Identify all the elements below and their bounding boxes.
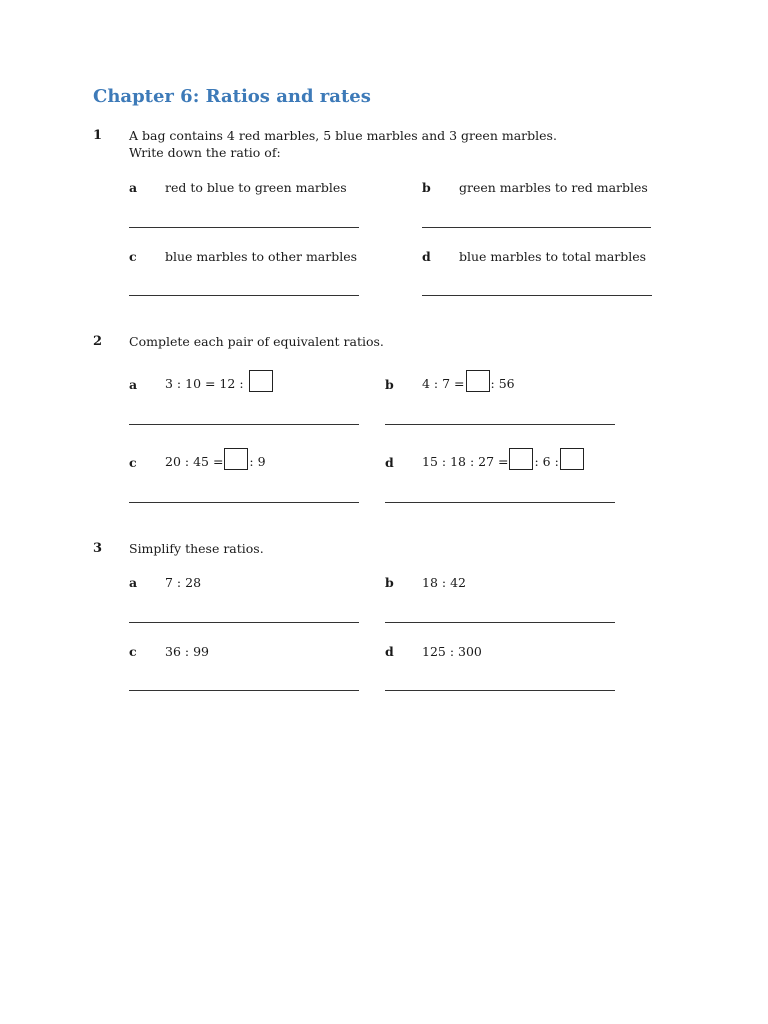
ratio-text: 4 : 7 = — [422, 376, 465, 391]
part-label: d — [385, 455, 394, 470]
ratio-text: 125 : 300 — [422, 644, 482, 659]
answer-line[interactable] — [129, 690, 359, 691]
part-label: a — [129, 377, 138, 392]
answer-line[interactable] — [385, 424, 615, 425]
answer-box[interactable] — [560, 448, 584, 470]
part-label: b — [385, 575, 394, 590]
question-number: 1 — [93, 128, 103, 143]
part-label: c — [129, 455, 137, 470]
ratio-text: 18 : 42 — [422, 575, 466, 590]
answer-line[interactable] — [129, 502, 359, 503]
ratio-text: 7 : 28 — [165, 575, 202, 590]
answer-line[interactable] — [129, 227, 359, 228]
question-text: Simplify these ratios. — [129, 541, 264, 556]
answer-line[interactable] — [422, 295, 652, 296]
ratio-text: : 6 : — [534, 454, 559, 469]
answer-line[interactable] — [385, 690, 615, 691]
part-label: b — [385, 377, 394, 392]
ratio-text: : 56 — [490, 376, 515, 391]
answer-line[interactable] — [129, 295, 359, 296]
ratio-text: 36 : 99 — [165, 644, 209, 659]
part-label: a — [129, 180, 138, 195]
ratio-expression — [165, 370, 274, 392]
ratio-text: : 9 — [249, 454, 266, 469]
ratio-expression — [422, 448, 585, 470]
part-label: d — [422, 249, 431, 264]
ratio-text: 3 : 10 = 12 : — [165, 376, 244, 391]
question-number: 2 — [93, 334, 103, 349]
question-text: Complete each pair of equivalent ratios. — [129, 334, 384, 349]
answer-line[interactable] — [129, 622, 359, 623]
answer-box[interactable] — [249, 370, 273, 392]
ratio-text: 20 : 45 = — [165, 454, 224, 469]
part-text: red to blue to green marbles — [165, 180, 347, 195]
ratio-text: 15 : 18 : 27 = — [422, 454, 509, 469]
part-label: c — [129, 644, 137, 659]
answer-box[interactable] — [224, 448, 248, 470]
answer-line[interactable] — [385, 622, 615, 623]
question-text: A bag contains 4 red marbles, 5 blue marbles and 3 green marbles. — [129, 128, 557, 143]
answer-line[interactable] — [129, 424, 359, 425]
page-title: Chapter 6: Ratios and rates — [93, 86, 371, 107]
question-text: Write down the ratio of: — [129, 145, 281, 160]
part-label: b — [422, 180, 431, 195]
answer-line[interactable] — [385, 502, 615, 503]
part-label: d — [385, 644, 394, 659]
ratio-expression — [165, 448, 266, 470]
question-number: 3 — [93, 541, 103, 556]
answer-box[interactable] — [509, 448, 533, 470]
part-text: green marbles to red marbles — [459, 180, 648, 195]
part-text: blue marbles to other marbles — [165, 249, 358, 264]
ratio-expression — [422, 370, 515, 392]
answer-box[interactable] — [466, 370, 490, 392]
answer-line[interactable] — [422, 227, 651, 228]
part-label: a — [129, 575, 138, 590]
part-label: c — [129, 249, 137, 264]
part-text: blue marbles to total marbles — [459, 249, 647, 264]
